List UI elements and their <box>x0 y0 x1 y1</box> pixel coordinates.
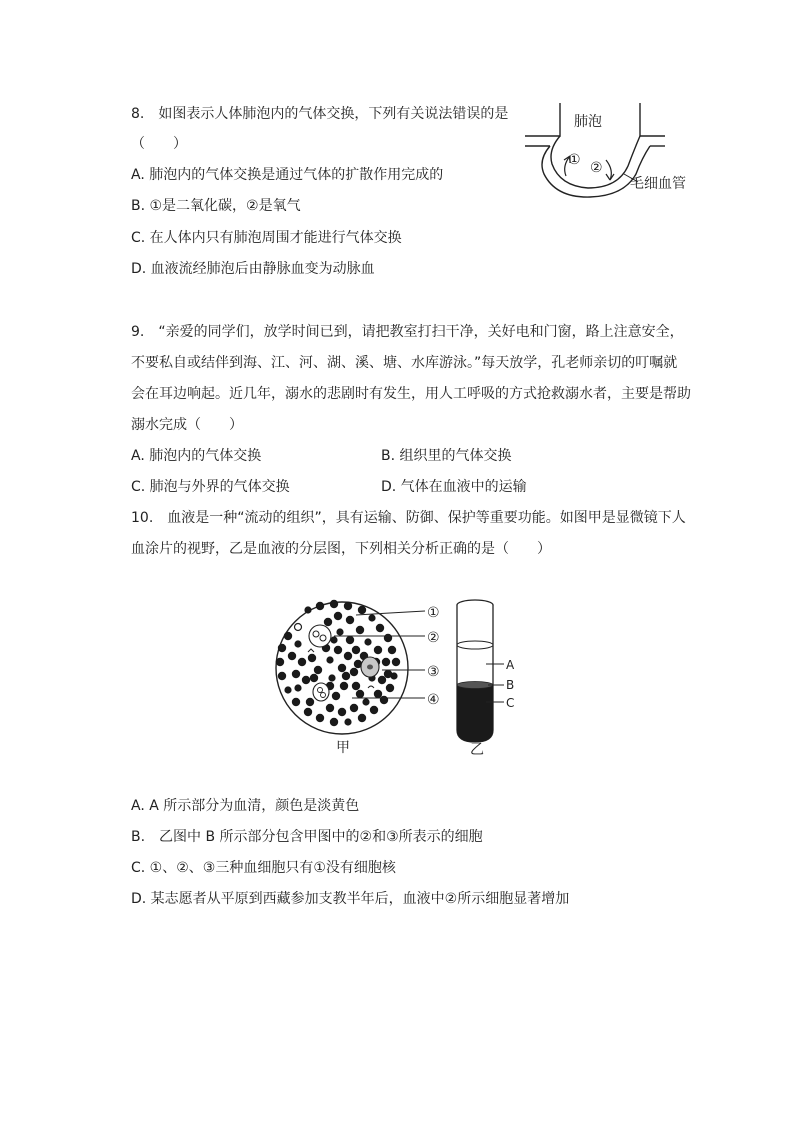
red-blood-cell <box>292 670 300 678</box>
red-blood-cell <box>362 698 369 705</box>
q10-option-a[interactable]: A. A 所示部分为血清，颜色是淡黄色 <box>131 798 360 814</box>
red-blood-cell <box>378 676 386 684</box>
red-blood-cell <box>358 606 366 614</box>
red-blood-cell <box>388 646 396 654</box>
q9-stem-line-1: 9. “亲爱的同学们，放学时间已到，请把教室打扫干净，关好电和门窗，路上注意安全， <box>131 324 684 340</box>
q9-option-a[interactable]: A. 肺泡内的气体交换 <box>131 448 262 464</box>
q10-option-d[interactable]: D. 某志愿者从平原到西藏参加支教半年后，血液中②所示细胞显著增加 <box>131 891 570 907</box>
red-blood-cell <box>278 672 286 680</box>
red-blood-cell <box>334 612 342 620</box>
tube-label-b: B <box>506 678 515 692</box>
red-blood-cell <box>330 718 338 726</box>
red-blood-cell <box>294 640 301 647</box>
red-blood-cell <box>334 646 342 654</box>
marker-1: ① <box>568 152 581 168</box>
q8-stem-line-2: （ ） <box>131 136 187 152</box>
red-blood-cell <box>344 718 351 725</box>
red-blood-cell <box>336 628 343 635</box>
red-blood-cell <box>344 652 352 660</box>
red-blood-cell <box>346 616 354 624</box>
red-blood-cell <box>276 658 284 666</box>
label-alveolus: 肺泡 <box>574 114 602 130</box>
red-blood-cell <box>304 606 311 613</box>
red-blood-cell <box>310 674 318 682</box>
marker-2: ② <box>590 160 603 176</box>
red-blood-cell <box>326 656 333 663</box>
small-cell <box>295 624 302 631</box>
q10-stem-line-1: 10. 血液是一种“流动的组织”，具有运输、防御、保护等重要功能。如图甲是显微镜下人 <box>131 510 686 526</box>
q8-option-d[interactable]: D. 血液流经肺泡后由静脉血变为动脉血 <box>131 261 375 277</box>
red-blood-cell <box>346 636 354 644</box>
red-blood-cell <box>294 684 301 691</box>
red-blood-cell <box>316 714 324 722</box>
red-blood-cell <box>324 618 332 626</box>
red-blood-cell <box>302 676 310 684</box>
layer-c-red-cells <box>457 685 493 742</box>
caption-jia: 甲 <box>336 740 350 756</box>
red-blood-cell <box>384 670 392 678</box>
red-blood-cell <box>306 698 314 706</box>
airway-left-wall <box>525 103 560 136</box>
red-blood-cell <box>364 638 371 645</box>
red-blood-cell <box>338 708 346 716</box>
red-blood-cell <box>284 686 291 693</box>
caption-yi: 乙 <box>470 742 484 758</box>
label-capillary: 毛细血管 <box>630 176 686 192</box>
red-blood-cell <box>314 666 322 674</box>
red-blood-cell <box>332 692 340 700</box>
q8-stem-line-1: 8. 如图表示人体肺泡内的气体交换，下列有关说法错误的是 <box>131 106 509 122</box>
q8-option-c[interactable]: C. 在人体内只有肺泡周围才能进行气体交换 <box>131 230 402 246</box>
marker-4: ④ <box>427 692 440 708</box>
blood-figure <box>268 590 538 760</box>
red-blood-cell <box>368 614 375 621</box>
red-blood-cell <box>350 668 358 676</box>
red-blood-cell <box>292 698 300 706</box>
q9-option-b[interactable]: B. 组织里的气体交换 <box>381 448 512 464</box>
tube-label-c: C <box>506 696 515 710</box>
red-blood-cell <box>352 682 360 690</box>
q10-option-c[interactable]: C. ①、②、③三种血细胞只有①没有细胞核 <box>131 860 396 876</box>
q8-option-b[interactable]: B. ①是二氧化碳，②是氧气 <box>131 198 301 214</box>
q8-option-a[interactable]: A. 肺泡内的气体交换是通过气体的扩散作用完成的 <box>131 167 444 183</box>
red-blood-cell <box>338 664 346 672</box>
red-blood-cell <box>382 658 390 666</box>
q9-option-d[interactable]: D. 气体在血液中的运输 <box>381 479 527 495</box>
marker-1: ① <box>427 605 440 621</box>
red-blood-cell <box>284 632 292 640</box>
red-blood-cell <box>298 658 306 666</box>
red-blood-cell <box>356 690 364 698</box>
red-blood-cell <box>386 684 394 692</box>
red-blood-cell <box>384 634 392 642</box>
red-blood-cell <box>340 682 348 690</box>
red-blood-cell <box>278 644 286 652</box>
red-blood-cell <box>356 626 364 634</box>
layer-b-buffy-coat <box>457 682 493 689</box>
marker-3: ③ <box>427 664 440 680</box>
q9-stem-line-2: 不要私自或结伴到海、江、河、湖、溪、塘、水库游泳。”每天放学，孔老师亲切的叮嘱就 <box>131 355 678 371</box>
q9-stem-line-4: 溺水完成（ ） <box>131 417 243 433</box>
red-blood-cell <box>350 704 358 712</box>
red-blood-cell <box>344 602 352 610</box>
q10-option-b[interactable]: B. 乙图中 B 所示部分包含甲图中的②和③所表示的细胞 <box>131 829 483 845</box>
red-blood-cell <box>342 672 350 680</box>
red-blood-cell <box>326 704 334 712</box>
q10-stem-line-2: 血涂片的视野，乙是血液的分层图，下列相关分析正确的是（ ） <box>131 541 551 557</box>
red-blood-cell <box>304 708 312 716</box>
red-blood-cell <box>374 646 382 654</box>
red-blood-cell <box>330 600 338 608</box>
red-blood-cell <box>370 706 378 714</box>
red-blood-cell <box>380 696 388 704</box>
plasma-surface <box>457 641 493 649</box>
red-blood-cell <box>308 654 316 662</box>
marker-2: ② <box>427 630 440 646</box>
red-blood-cell <box>328 674 335 681</box>
red-blood-cell <box>392 658 400 666</box>
alveolus-figure <box>520 98 710 198</box>
white-blood-cell-2 <box>309 625 331 647</box>
red-blood-cell <box>376 624 384 632</box>
red-blood-cell <box>352 646 360 654</box>
tube-label-a: A <box>506 658 515 672</box>
red-blood-cell <box>316 602 324 610</box>
airway-right-wall <box>640 103 665 136</box>
red-blood-cell <box>288 652 296 660</box>
q9-option-c[interactable]: C. 肺泡与外界的气体交换 <box>131 479 290 495</box>
red-blood-cell <box>374 690 382 698</box>
red-blood-cell <box>358 714 366 722</box>
red-blood-cell <box>330 636 337 643</box>
q9-stem-line-3: 会在耳边响起。近几年，溺水的悲剧时有发生，用人工呼吸的方式抢救溺水者，主要是帮助 <box>131 386 691 402</box>
